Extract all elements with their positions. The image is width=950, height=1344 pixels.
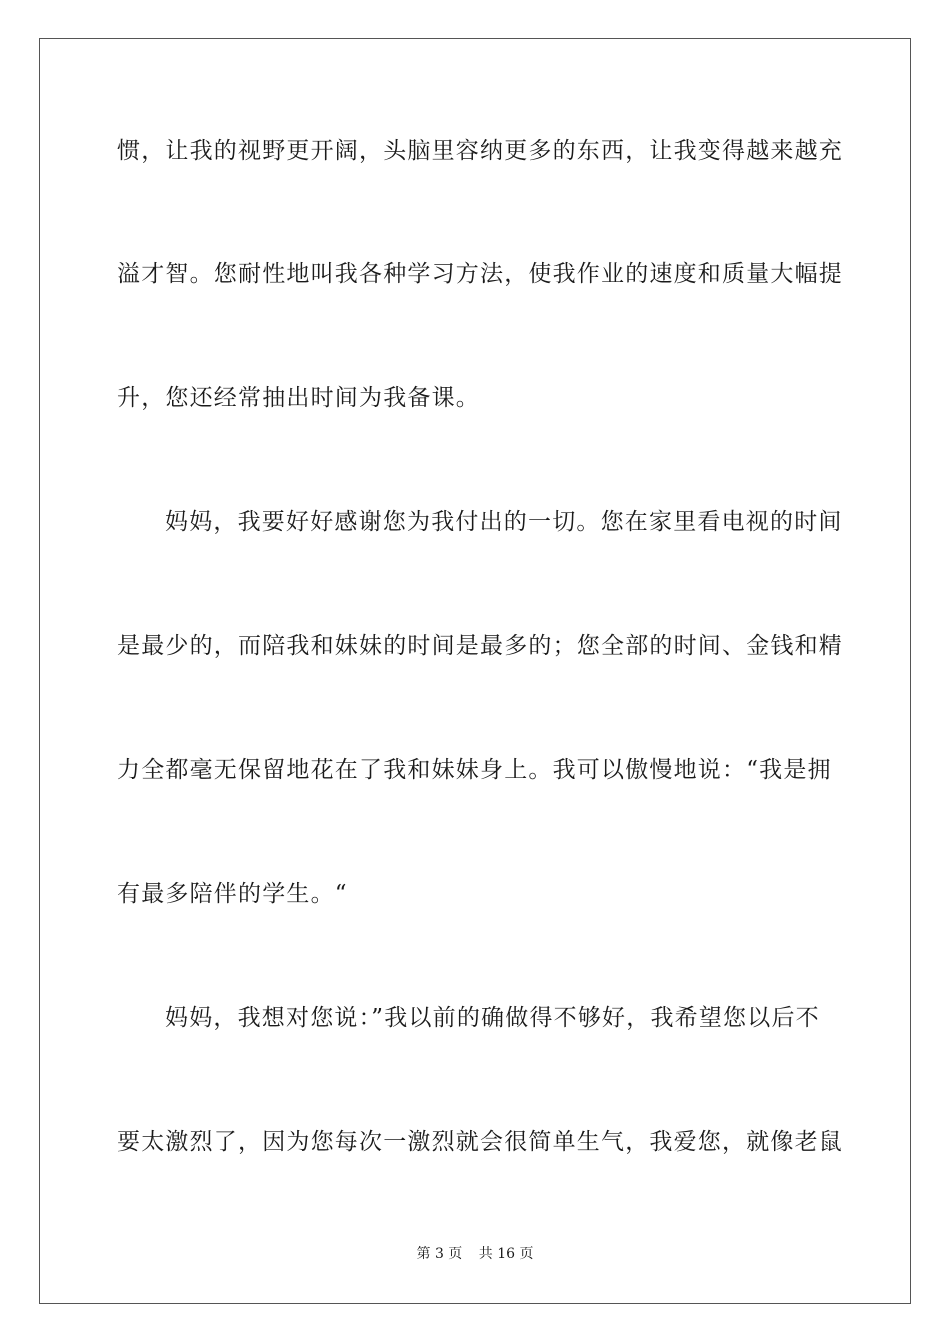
page-number: 第 3 页 xyxy=(416,1246,463,1262)
body-text-line-7: 有最多陪伴的学生。“ xyxy=(117,881,348,907)
page-footer xyxy=(0,1244,950,1264)
body-text-line-4: 妈妈，我要好好感谢您为我付出的一切。您在家里看电视的时间 xyxy=(165,509,843,535)
page-border xyxy=(39,38,911,1304)
body-text-line-8: 妈妈，我想对您说：”我以前的确做得不够好，我希望您以后不 xyxy=(165,1005,820,1031)
body-text-line-5: 是最少的，而陪我和妹妹的时间是最多的；您全部的时间、金钱和精 xyxy=(117,633,843,659)
body-text-line-2: 溢才智。您耐性地叫我各种学习方法，使我作业的速度和质量大幅提 xyxy=(117,261,843,287)
body-text-line-1: 惯，让我的视野更开阔，头脑里容纳更多的东西，让我变得越来越充 xyxy=(117,138,843,164)
total-pages: 共 16 页 xyxy=(478,1246,534,1262)
body-text-line-3: 升，您还经常抽出时间为我备课。 xyxy=(117,385,480,411)
body-text-line-9: 要太激烈了，因为您每次一激烈就会很简单生气，我爱您，就像老鼠 xyxy=(117,1129,843,1155)
body-text-line-6: 力全都毫无保留地花在了我和妹妹身上。我可以傲慢地说：“我是拥 xyxy=(117,757,832,783)
